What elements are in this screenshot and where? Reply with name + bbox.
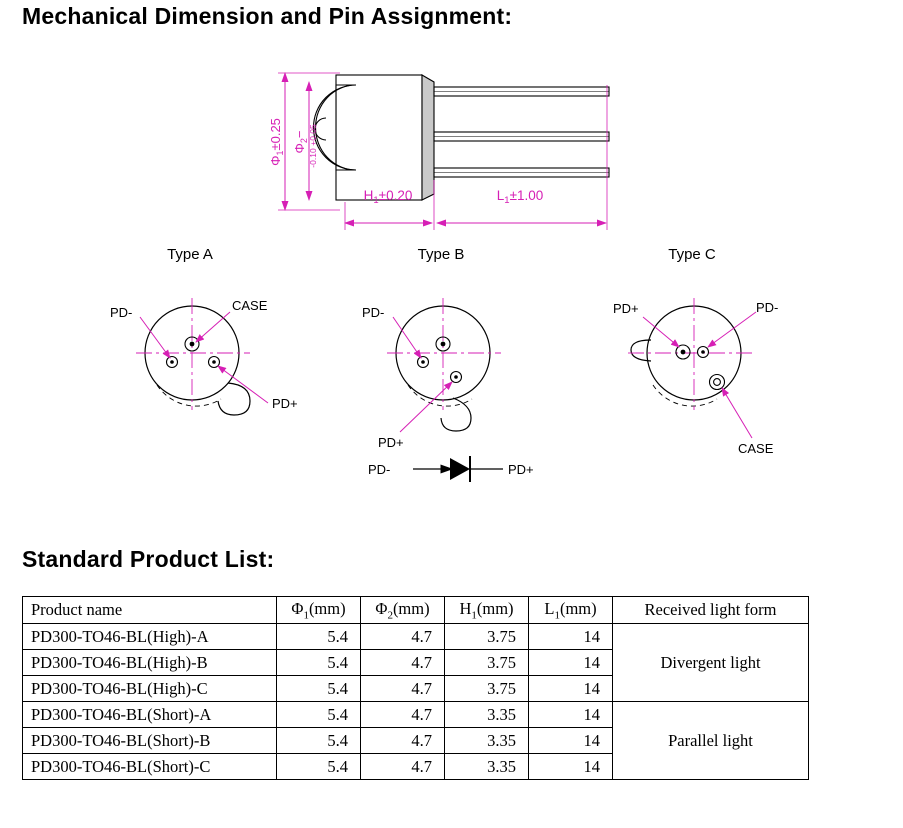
type-c-pin-1: PD-: [756, 300, 779, 315]
dim-h1-label: $H_1\pm 0.20$: [363, 188, 413, 206]
cell-l1: 14: [529, 754, 613, 780]
cell-phi2: 4.7: [361, 650, 445, 676]
diode-label-left: PD-: [368, 462, 391, 477]
type-c-pin-0: PD+: [613, 301, 639, 316]
cell-phi2: 4.7: [361, 754, 445, 780]
cell-phi2: 4.7: [361, 702, 445, 728]
col-phi2: $\Phi_2(mm)$: [361, 597, 445, 624]
type-a-pin-2: PD+: [272, 396, 298, 411]
cell-phi1: 5.4: [277, 676, 361, 702]
mechanical-drawing: [0, 40, 903, 540]
type-a-title: Type A: [167, 246, 213, 263]
cell-h1: 3.75: [445, 624, 529, 650]
type-c-view: [613, 246, 778, 456]
cell-h1: 3.35: [445, 702, 529, 728]
cell-l1: 14: [529, 624, 613, 650]
table-row: [23, 702, 809, 728]
cell-product-name: PD300-TO46-BL(Short)-B: [23, 728, 277, 754]
page-title-standard-list: Standard Product List:: [22, 546, 275, 572]
type-b-title: Type B: [417, 246, 465, 263]
side-view: [314, 75, 610, 200]
table-row: [23, 624, 809, 650]
cell-phi1: 5.4: [277, 624, 361, 650]
col-phi1: $\Phi_1(mm)$: [277, 597, 361, 624]
cell-light-form-parallel: Parallel light: [613, 702, 809, 780]
dim-phi1-label: $\Phi_1\pm 0.25$: [268, 118, 285, 166]
cell-light-form-divergent: Divergent light: [613, 624, 809, 702]
cell-h1: 3.35: [445, 728, 529, 754]
cell-h1: 3.75: [445, 650, 529, 676]
page-title-mechanical: Mechanical Dimension and Pin Assignment:: [22, 3, 513, 29]
cell-phi2: 4.7: [361, 624, 445, 650]
cell-phi1: 5.4: [277, 702, 361, 728]
cell-phi1: 5.4: [277, 754, 361, 780]
cell-l1: 14: [529, 702, 613, 728]
dim-phi2-label: $\Phi_2-$: [292, 130, 309, 154]
cell-product-name: PD300-TO46-BL(High)-C: [23, 676, 277, 702]
cell-phi2: 4.7: [361, 676, 445, 702]
col-received-light-form: Received light form: [613, 597, 809, 624]
table-header-row: [23, 597, 809, 624]
dim-phi2-tol-upper: +0.05: [308, 124, 318, 146]
cell-phi1: 5.4: [277, 728, 361, 754]
cell-l1: 14: [529, 676, 613, 702]
type-b-pin-1: PD+: [378, 435, 404, 450]
type-b-pin-0: PD-: [362, 305, 385, 320]
type-a-pin-1: CASE: [232, 298, 268, 313]
cell-product-name: PD300-TO46-BL(Short)-A: [23, 702, 277, 728]
type-c-pin-2: CASE: [738, 441, 774, 456]
col-l1: $L_1(mm)$: [529, 597, 613, 624]
dim-phi2-tol-lower: -0.10: [308, 148, 318, 168]
cell-l1: 14: [529, 650, 613, 676]
type-a-pin-0: PD-: [110, 305, 133, 320]
type-a-view: [110, 246, 298, 415]
standard-product-table: [22, 596, 809, 780]
cell-product-name: PD300-TO46-BL(High)-B: [23, 650, 277, 676]
cell-l1: 14: [529, 728, 613, 754]
cell-product-name: PD300-TO46-BL(Short)-C: [23, 754, 277, 780]
cell-product-name: PD300-TO46-BL(High)-A: [23, 624, 277, 650]
type-b-view: [362, 246, 501, 450]
col-product-name: Product name: [23, 597, 277, 624]
cell-phi1: 5.4: [277, 650, 361, 676]
diode-symbol: [368, 456, 534, 482]
type-c-title: Type C: [668, 246, 716, 263]
cell-h1: 3.35: [445, 754, 529, 780]
col-h1: $H_1(mm)$: [445, 597, 529, 624]
diode-label-right: PD+: [508, 462, 534, 477]
dim-l1-label: $L_1\pm 1.00$: [496, 188, 544, 206]
cell-phi2: 4.7: [361, 728, 445, 754]
cell-h1: 3.75: [445, 676, 529, 702]
